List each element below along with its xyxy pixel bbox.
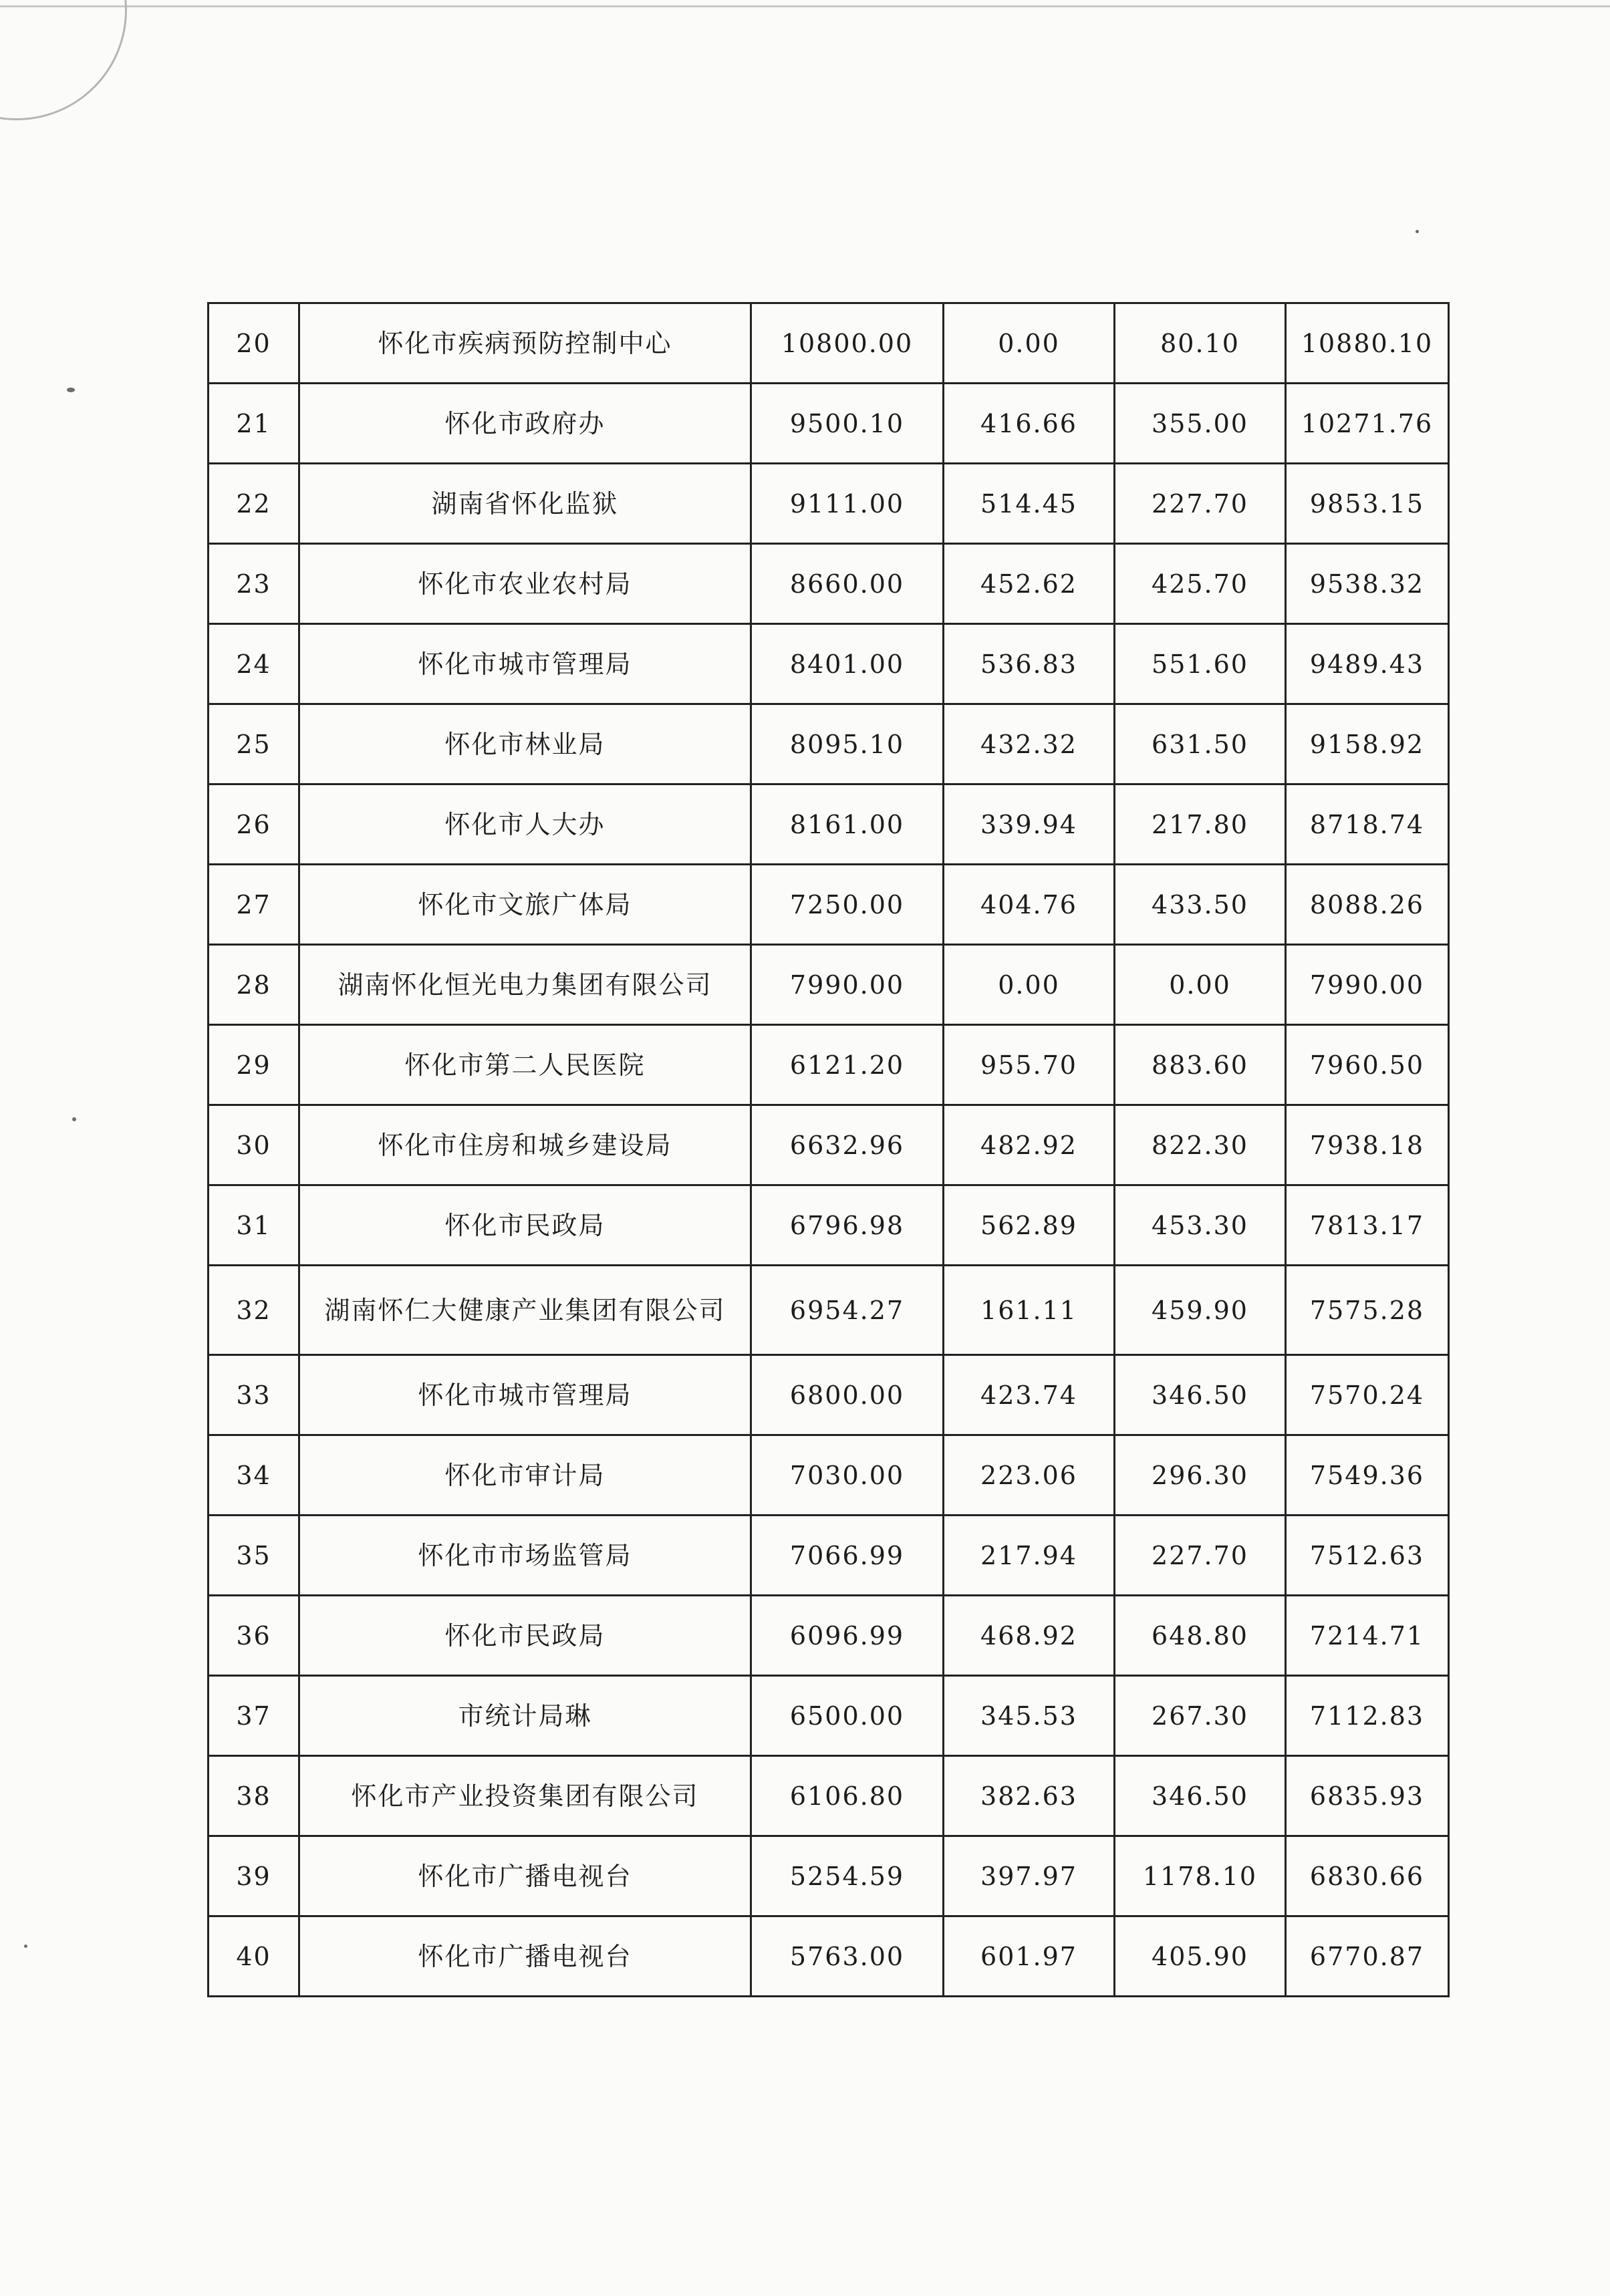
scan-speck (72, 1117, 76, 1121)
total-cell: 7549.36 (1286, 1435, 1449, 1516)
amount-cell-3: 459.90 (1115, 1266, 1286, 1355)
amount-cell-1: 6121.20 (751, 1025, 944, 1105)
unit-name-cell: 怀化市政府办 (299, 384, 751, 464)
table-row (209, 1025, 1449, 1105)
amount-cell-1: 8161.00 (751, 784, 944, 865)
table-row (209, 1596, 1449, 1676)
total-cell: 9489.43 (1286, 624, 1449, 704)
amount-cell-2: 397.97 (944, 1836, 1115, 1916)
row-number-cell: 25 (209, 704, 299, 784)
amount-cell-1: 6954.27 (751, 1266, 944, 1355)
amount-cell-2: 161.11 (944, 1266, 1115, 1355)
amount-cell-3: 227.70 (1115, 464, 1286, 544)
amount-cell-1: 10800.00 (751, 303, 944, 384)
amount-cell-1: 6096.99 (751, 1596, 944, 1676)
amount-cell-3: 346.50 (1115, 1756, 1286, 1836)
row-number-cell: 20 (209, 303, 299, 384)
total-cell: 10271.76 (1286, 384, 1449, 464)
amount-cell-2: 339.94 (944, 784, 1115, 865)
table-row (209, 704, 1449, 784)
row-number-cell: 33 (209, 1355, 299, 1435)
amount-cell-1: 6106.80 (751, 1756, 944, 1836)
total-cell: 7575.28 (1286, 1266, 1449, 1355)
total-cell: 7938.18 (1286, 1105, 1449, 1185)
amount-cell-2: 514.45 (944, 464, 1115, 544)
amount-cell-2: 217.94 (944, 1516, 1115, 1596)
amount-cell-1: 5763.00 (751, 1916, 944, 1997)
amount-cell-3: 883.60 (1115, 1025, 1286, 1105)
row-number-cell: 35 (209, 1516, 299, 1596)
table-row (209, 384, 1449, 464)
amount-cell-1: 7066.99 (751, 1516, 944, 1596)
amount-cell-1: 6632.96 (751, 1105, 944, 1185)
row-number-cell: 30 (209, 1105, 299, 1185)
total-cell: 9853.15 (1286, 464, 1449, 544)
table-row (209, 1185, 1449, 1266)
amount-cell-1: 7030.00 (751, 1435, 944, 1516)
table-row (209, 1836, 1449, 1916)
page-top-edge (0, 5, 1610, 7)
table-row (209, 784, 1449, 865)
scan-speck (1416, 230, 1419, 233)
row-number-cell: 31 (209, 1185, 299, 1266)
unit-name-cell: 湖南怀化恒光电力集团有限公司 (299, 945, 751, 1025)
unit-name-cell: 怀化市城市管理局 (299, 624, 751, 704)
total-cell: 7570.24 (1286, 1355, 1449, 1435)
row-number-cell: 39 (209, 1836, 299, 1916)
amount-cell-3: 346.50 (1115, 1355, 1286, 1435)
data-table (207, 302, 1450, 1997)
table-row (209, 1516, 1449, 1596)
unit-name-cell: 怀化市市场监管局 (299, 1516, 751, 1596)
amount-cell-1: 8401.00 (751, 624, 944, 704)
amount-cell-2: 955.70 (944, 1025, 1115, 1105)
unit-name-cell: 怀化市林业局 (299, 704, 751, 784)
scan-speck (24, 1945, 27, 1948)
scan-speck (67, 388, 75, 392)
unit-name-cell: 怀化市住房和城乡建设局 (299, 1105, 751, 1185)
total-cell: 6770.87 (1286, 1916, 1449, 1997)
amount-cell-3: 1178.10 (1115, 1836, 1286, 1916)
total-cell: 6830.66 (1286, 1836, 1449, 1916)
amount-cell-1: 7250.00 (751, 865, 944, 945)
unit-name-cell: 怀化市第二人民医院 (299, 1025, 751, 1105)
total-cell: 8718.74 (1286, 784, 1449, 865)
amount-cell-1: 6800.00 (751, 1355, 944, 1435)
row-number-cell: 27 (209, 865, 299, 945)
amount-cell-1: 9500.10 (751, 384, 944, 464)
table-row (209, 464, 1449, 544)
amount-cell-2: 0.00 (944, 945, 1115, 1025)
row-number-cell: 22 (209, 464, 299, 544)
amount-cell-3: 296.30 (1115, 1435, 1286, 1516)
amount-cell-2: 345.53 (944, 1676, 1115, 1756)
unit-name-cell: 怀化市产业投资集团有限公司 (299, 1756, 751, 1836)
total-cell: 7512.63 (1286, 1516, 1449, 1596)
unit-name-cell: 怀化市民政局 (299, 1185, 751, 1266)
unit-name-cell: 怀化市审计局 (299, 1435, 751, 1516)
row-number-cell: 36 (209, 1596, 299, 1676)
amount-cell-3: 0.00 (1115, 945, 1286, 1025)
amount-cell-2: 0.00 (944, 303, 1115, 384)
amount-cell-1: 7990.00 (751, 945, 944, 1025)
amount-cell-3: 648.80 (1115, 1596, 1286, 1676)
total-cell: 7112.83 (1286, 1676, 1449, 1756)
table-row (209, 1105, 1449, 1185)
row-number-cell: 37 (209, 1676, 299, 1756)
amount-cell-3: 822.30 (1115, 1105, 1286, 1185)
table-row (209, 1266, 1449, 1355)
amount-cell-1: 6796.98 (751, 1185, 944, 1266)
unit-name-cell: 怀化市文旅广体局 (299, 865, 751, 945)
total-cell: 9538.32 (1286, 544, 1449, 624)
table-row (209, 1355, 1449, 1435)
total-cell: 8088.26 (1286, 865, 1449, 945)
amount-cell-2: 423.74 (944, 1355, 1115, 1435)
amount-cell-1: 9111.00 (751, 464, 944, 544)
amount-cell-1: 6500.00 (751, 1676, 944, 1756)
table-row (209, 1676, 1449, 1756)
table-row (209, 624, 1449, 704)
row-number-cell: 26 (209, 784, 299, 865)
table-row (209, 1756, 1449, 1836)
table-row (209, 544, 1449, 624)
row-number-cell: 40 (209, 1916, 299, 1997)
table-row (209, 303, 1449, 384)
total-cell: 9158.92 (1286, 704, 1449, 784)
amount-cell-2: 482.92 (944, 1105, 1115, 1185)
unit-name-cell: 怀化市疾病预防控制中心 (299, 303, 751, 384)
amount-cell-2: 432.32 (944, 704, 1115, 784)
amount-cell-3: 217.80 (1115, 784, 1286, 865)
row-number-cell: 23 (209, 544, 299, 624)
row-number-cell: 38 (209, 1756, 299, 1836)
amount-cell-2: 382.63 (944, 1756, 1115, 1836)
amount-cell-2: 416.66 (944, 384, 1115, 464)
unit-name-cell: 市统计局琳 (299, 1676, 751, 1756)
unit-name-cell: 湖南怀仁大健康产业集团有限公司 (299, 1266, 751, 1355)
amount-cell-2: 562.89 (944, 1185, 1115, 1266)
amount-cell-3: 433.50 (1115, 865, 1286, 945)
amount-cell-3: 551.60 (1115, 624, 1286, 704)
amount-cell-3: 267.30 (1115, 1676, 1286, 1756)
row-number-cell: 24 (209, 624, 299, 704)
total-cell: 7960.50 (1286, 1025, 1449, 1105)
row-number-cell: 29 (209, 1025, 299, 1105)
total-cell: 6835.93 (1286, 1756, 1449, 1836)
table-row (209, 1435, 1449, 1516)
unit-name-cell: 怀化市城市管理局 (299, 1355, 751, 1435)
table-row (209, 865, 1449, 945)
amount-cell-3: 425.70 (1115, 544, 1286, 624)
amount-cell-2: 452.62 (944, 544, 1115, 624)
table-body (209, 303, 1449, 1997)
amount-cell-2: 468.92 (944, 1596, 1115, 1676)
row-number-cell: 28 (209, 945, 299, 1025)
total-cell: 7990.00 (1286, 945, 1449, 1025)
amount-cell-3: 405.90 (1115, 1916, 1286, 1997)
total-cell: 7214.71 (1286, 1596, 1449, 1676)
amount-cell-3: 80.10 (1115, 303, 1286, 384)
table-row (209, 945, 1449, 1025)
amount-cell-3: 227.70 (1115, 1516, 1286, 1596)
amount-cell-1: 5254.59 (751, 1836, 944, 1916)
total-cell: 7813.17 (1286, 1185, 1449, 1266)
row-number-cell: 32 (209, 1266, 299, 1355)
amount-cell-1: 8095.10 (751, 704, 944, 784)
amount-cell-2: 404.76 (944, 865, 1115, 945)
unit-name-cell: 怀化市人大办 (299, 784, 751, 865)
amount-cell-3: 631.50 (1115, 704, 1286, 784)
amount-cell-1: 8660.00 (751, 544, 944, 624)
amount-cell-3: 355.00 (1115, 384, 1286, 464)
unit-name-cell: 怀化市广播电视台 (299, 1916, 751, 1997)
amount-cell-2: 601.97 (944, 1916, 1115, 1997)
table-row (209, 1916, 1449, 1997)
row-number-cell: 21 (209, 384, 299, 464)
unit-name-cell: 怀化市广播电视台 (299, 1836, 751, 1916)
amount-cell-2: 223.06 (944, 1435, 1115, 1516)
row-number-cell: 34 (209, 1435, 299, 1516)
unit-name-cell: 怀化市农业农村局 (299, 544, 751, 624)
unit-name-cell: 怀化市民政局 (299, 1596, 751, 1676)
total-cell: 10880.10 (1286, 303, 1449, 384)
amount-cell-2: 536.83 (944, 624, 1115, 704)
amount-cell-3: 453.30 (1115, 1185, 1286, 1266)
unit-name-cell: 湖南省怀化监狱 (299, 464, 751, 544)
